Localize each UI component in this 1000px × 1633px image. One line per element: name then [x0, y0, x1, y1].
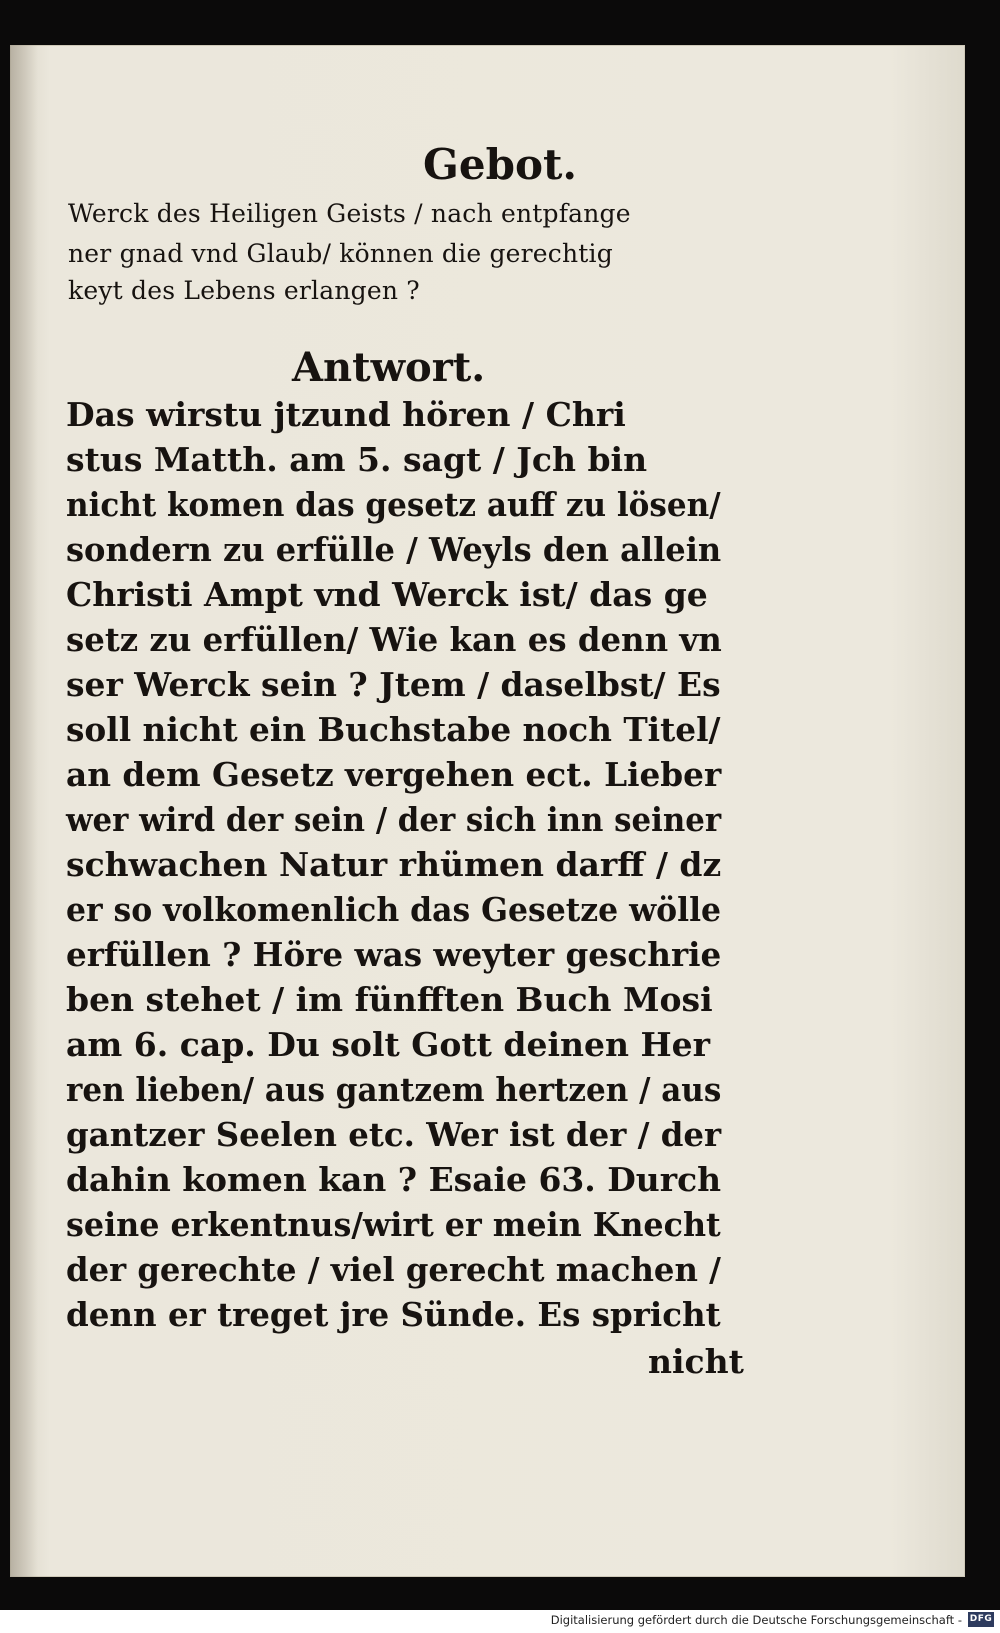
question-line-2: ner gnad vnd Glaub/ können die gerechtig — [68, 239, 613, 268]
answer-line-3: nicht komen das gesetz auff zu lösen/ — [66, 485, 721, 524]
section-heading: Gebot. — [423, 140, 577, 189]
page-gutter-shadow — [10, 45, 38, 1577]
answer-line-9: an dem Gesetz vergehen ect. Lieber — [66, 755, 722, 794]
answer-line-13: erfüllen ? Höre was weyter geschrie — [66, 935, 722, 974]
answer-line-19: seine erkentnus/wirt er mein Knecht — [66, 1205, 721, 1244]
answer-line-5: Christi Ampt vnd Werck ist/ das ge — [66, 575, 708, 614]
dfg-logo: DFG — [968, 1612, 994, 1627]
answer-line-1: Das wirstu jtzund hören / Chri — [66, 395, 626, 434]
answer-line-15: am 6. cap. Du solt Gott deinen Her — [66, 1025, 711, 1064]
answer-line-2: stus Matth. am 5. sagt / Jch bin — [66, 440, 648, 479]
answer-line-7: ser Werck sein ? Jtem / daselbst/ Es — [66, 665, 721, 704]
answer-heading: Antwort. — [292, 344, 486, 391]
answer-line-16: ren lieben/ aus gantzem hertzen / aus — [66, 1070, 722, 1109]
catchword: nicht — [648, 1342, 744, 1381]
answer-line-11: schwachen Natur rhümen darff / dz — [66, 845, 722, 884]
answer-line-17: gantzer Seelen etc. Wer ist der / der — [66, 1115, 722, 1154]
answer-line-4: sondern zu erfülle / Weyls den allein — [66, 530, 722, 569]
answer-line-14: ben stehet / im fünfften Buch Mosi — [66, 980, 713, 1019]
answer-line-12: er so volkomenlich das Gesetze wölle — [66, 890, 722, 929]
answer-line-18: dahin komen kan ? Esaie 63. Durch — [66, 1160, 722, 1199]
funding-credit: Digitalisierung gefördert durch die Deutsche Forschungsgemeinschaft - — [550, 1613, 962, 1627]
answer-line-21: denn er treget jre Sünde. Es spricht — [66, 1295, 721, 1334]
answer-line-10: wer wird der sein / der sich inn seiner — [66, 800, 722, 839]
question-line-3: keyt des Lebens erlangen ? — [68, 276, 420, 305]
answer-line-8: soll nicht ein Buchstabe noch Titel/ — [66, 710, 721, 749]
question-line-1: Werck des Heiligen Geists / nach entpfange — [68, 199, 631, 228]
answer-line-20: der gerechte / viel gerecht machen / — [66, 1250, 721, 1289]
answer-line-6: setz zu erfüllen/ Wie kan es denn vn — [66, 620, 722, 659]
